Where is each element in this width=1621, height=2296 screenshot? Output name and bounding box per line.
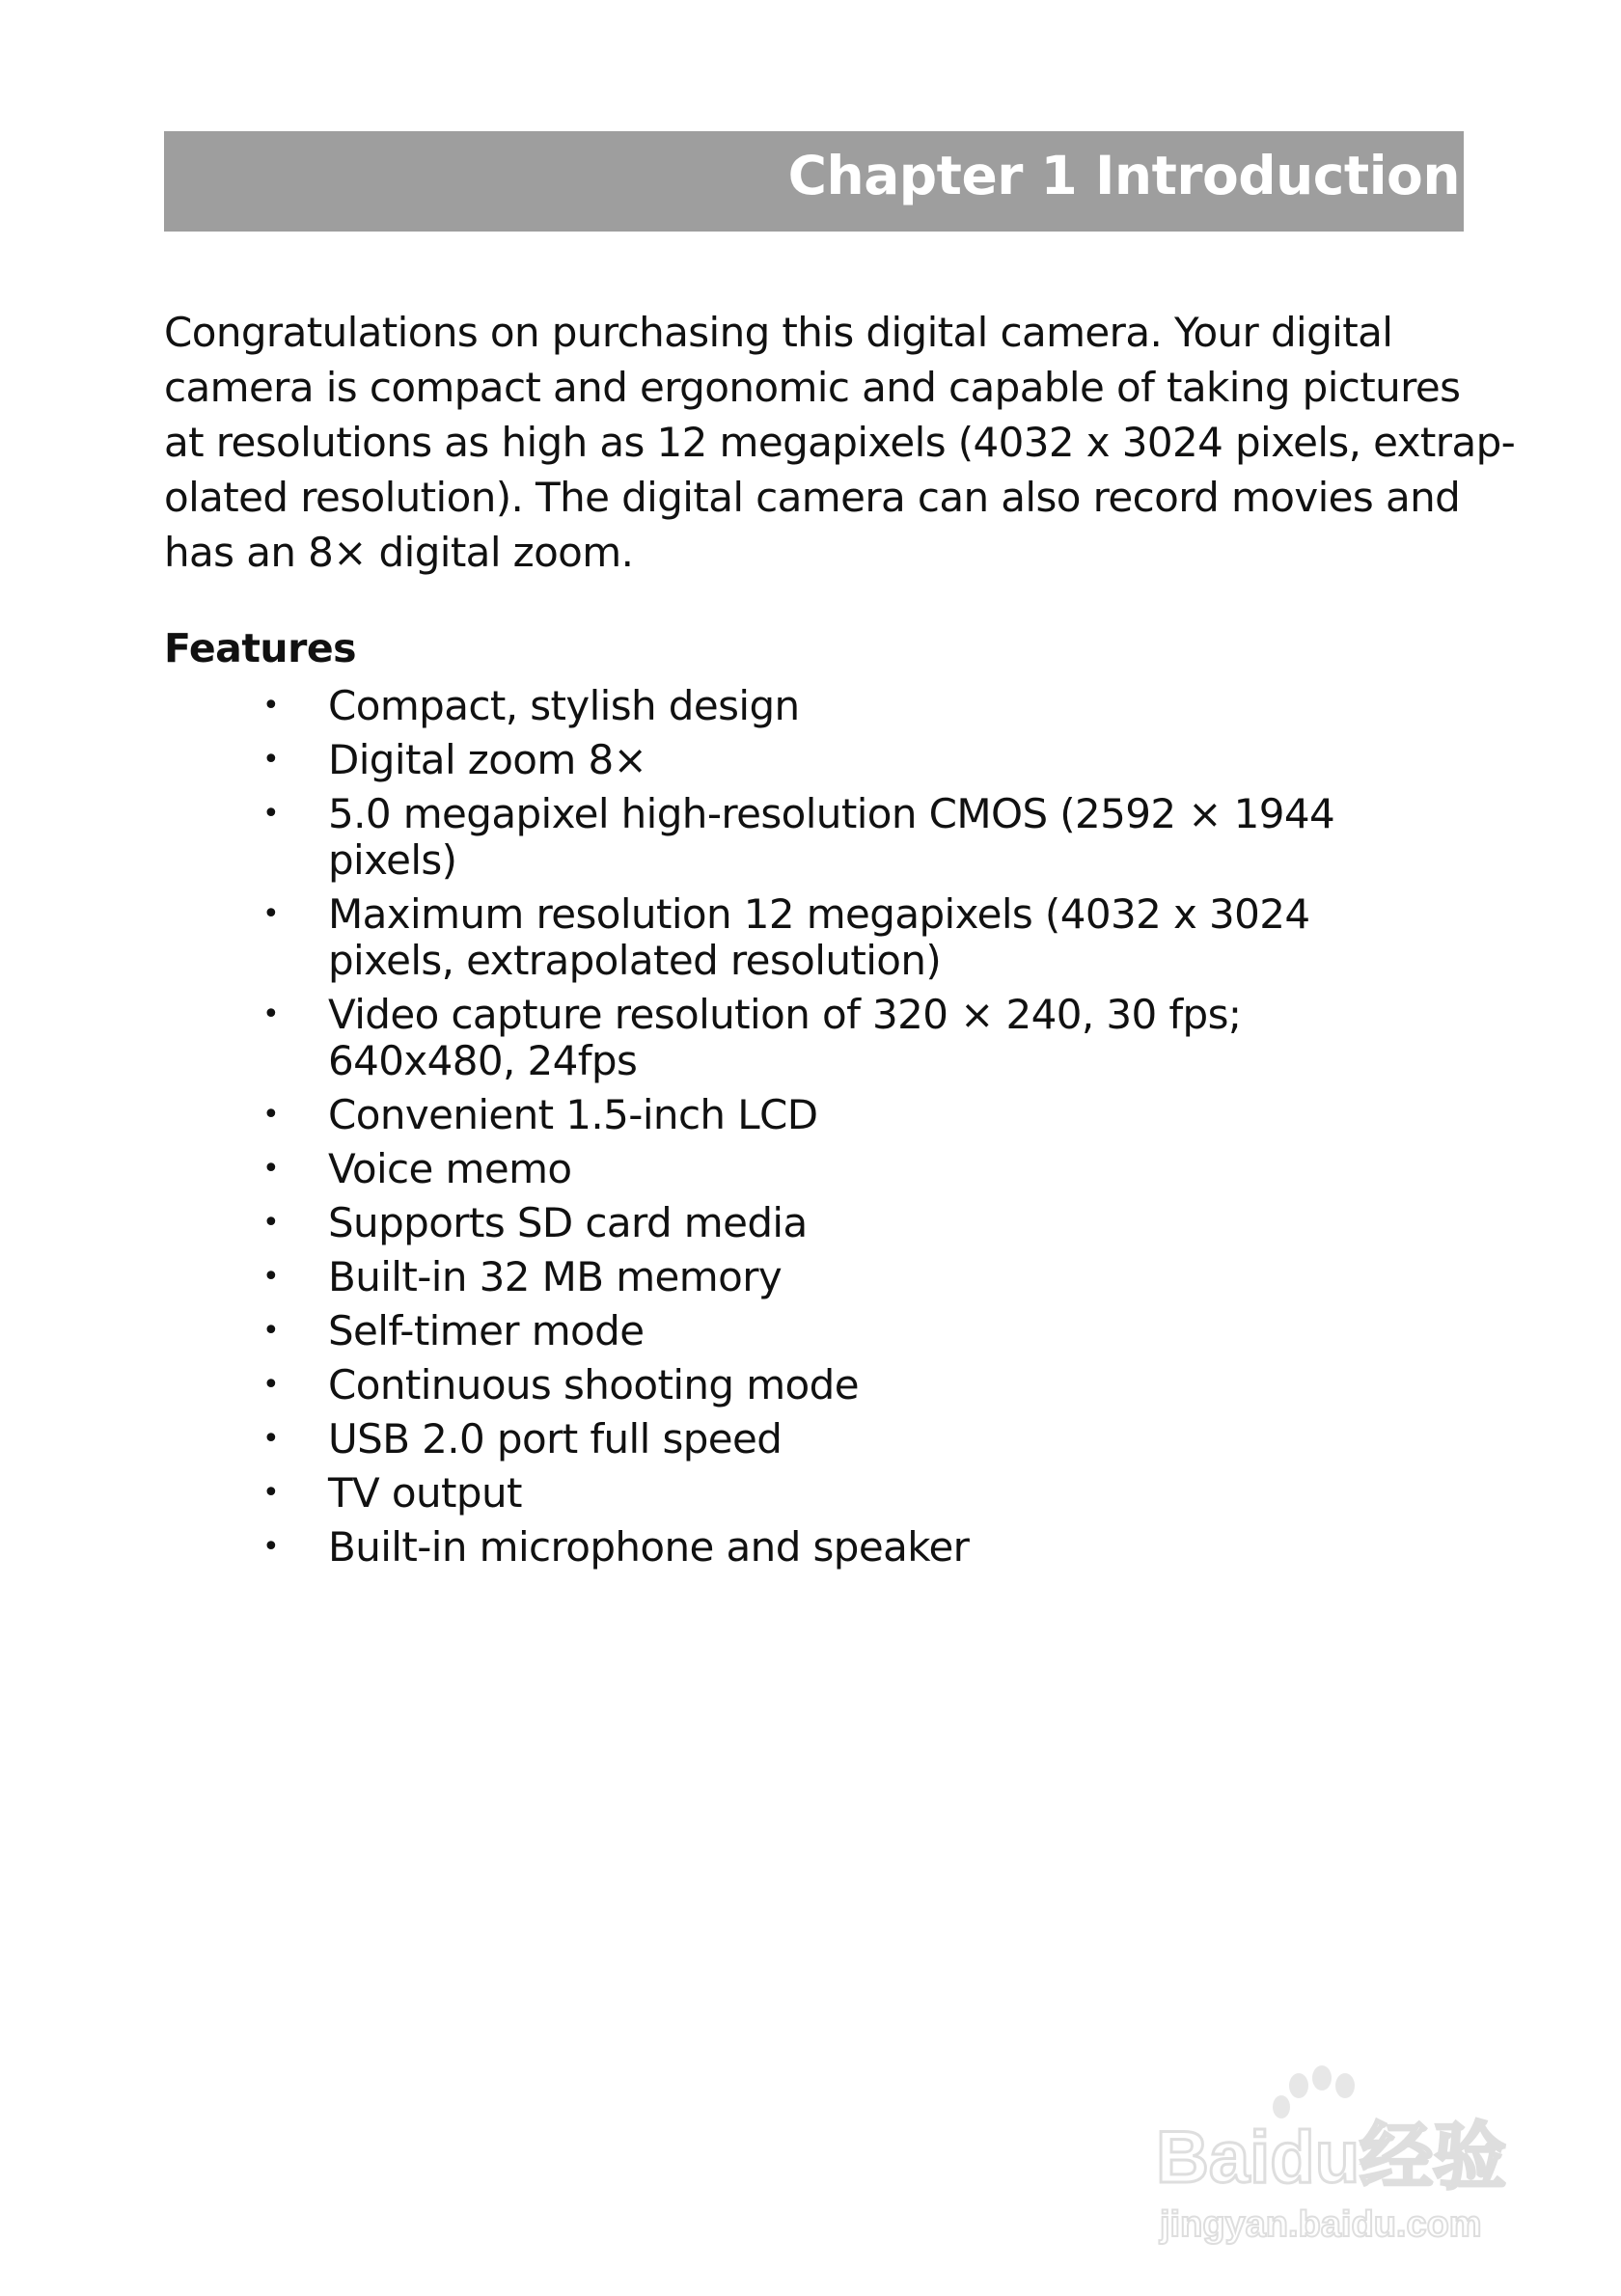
chapter-title: Chapter 1 Introduction — [787, 145, 1460, 206]
feature-item — [164, 1308, 1334, 1354]
feature-text: Video capture resolution of 320 × 240, 30 fps; — [328, 991, 1242, 1038]
feature-text: Voice memo — [328, 1145, 572, 1192]
feature-item — [164, 891, 1334, 984]
bullet-icon: • — [262, 897, 280, 931]
feature-text: Maximum resolution 12 megapixels (4032 x 3024 — [328, 890, 1310, 938]
intro-line: has an 8× digital zoom. — [164, 529, 634, 576]
feature-item — [164, 1470, 1334, 1517]
feature-item — [164, 992, 1334, 1084]
feature-item — [164, 1362, 1334, 1408]
bullet-icon: • — [262, 797, 280, 831]
intro-line: olated resolution). The digital camera can also record movies and — [164, 474, 1461, 521]
bullet-icon: • — [262, 1530, 280, 1564]
feature-text: Digital zoom 8× — [328, 736, 647, 783]
features-list — [164, 683, 1334, 1578]
feature-item — [164, 791, 1334, 884]
feature-text: Continuous shooting mode — [328, 1361, 859, 1408]
baidu-jingyan-watermark — [1156, 2064, 1542, 2248]
bullet-icon: • — [262, 998, 280, 1031]
bullet-icon: • — [262, 1206, 280, 1240]
feature-text: pixels) — [328, 836, 457, 884]
watermark-brand: Baidu经验 — [1156, 2117, 1507, 2199]
feature-item — [164, 1254, 1334, 1300]
feature-text: Built-in 32 MB memory — [328, 1253, 783, 1300]
feature-text: pixels, extrapolated resolution) — [328, 937, 942, 984]
bullet-icon: • — [262, 689, 280, 723]
bullet-icon: • — [262, 1314, 280, 1348]
intro-line: Congratulations on purchasing this digital camera. Your digital — [164, 309, 1393, 356]
bullet-icon: • — [262, 1152, 280, 1186]
bullet-icon: • — [262, 1368, 280, 1402]
feature-text: TV output — [328, 1469, 522, 1517]
intro-line: at resolutions as high as 12 megapixels (4032 x 3024 pixels, extrap- — [164, 419, 1516, 466]
feature-item — [164, 1524, 1334, 1571]
chapter-header-bar — [164, 131, 1464, 232]
feature-text: Supports SD card media — [328, 1199, 808, 1246]
feature-item — [164, 683, 1334, 729]
feature-text: Compact, stylish design — [328, 682, 800, 729]
feature-text: USB 2.0 port full speed — [328, 1415, 783, 1462]
bullet-icon: • — [262, 1476, 280, 1510]
bullet-icon: • — [262, 1422, 280, 1456]
intro-paragraph — [164, 305, 1516, 580]
paw-icon — [1273, 2065, 1355, 2118]
feature-item — [164, 737, 1334, 783]
watermark-url: jingyan.baidu.com — [1160, 2204, 1482, 2245]
feature-item — [164, 1146, 1334, 1192]
feature-item — [164, 1092, 1334, 1138]
feature-text: Self-timer mode — [328, 1307, 645, 1354]
bullet-icon: • — [262, 1260, 280, 1294]
feature-item — [164, 1200, 1334, 1246]
bullet-icon: • — [262, 743, 280, 777]
bullet-icon: • — [262, 1098, 280, 1132]
features-heading: Features — [164, 625, 357, 671]
feature-text: 640x480, 24fps — [328, 1037, 638, 1084]
intro-line: camera is compact and ergonomic and capable of taking pictures — [164, 364, 1461, 411]
feature-text: Convenient 1.5-inch LCD — [328, 1091, 818, 1138]
feature-text: 5.0 megapixel high-resolution CMOS (2592 × 1944 — [328, 790, 1335, 837]
feature-text: Built-in microphone and speaker — [328, 1523, 970, 1571]
feature-item — [164, 1416, 1334, 1462]
